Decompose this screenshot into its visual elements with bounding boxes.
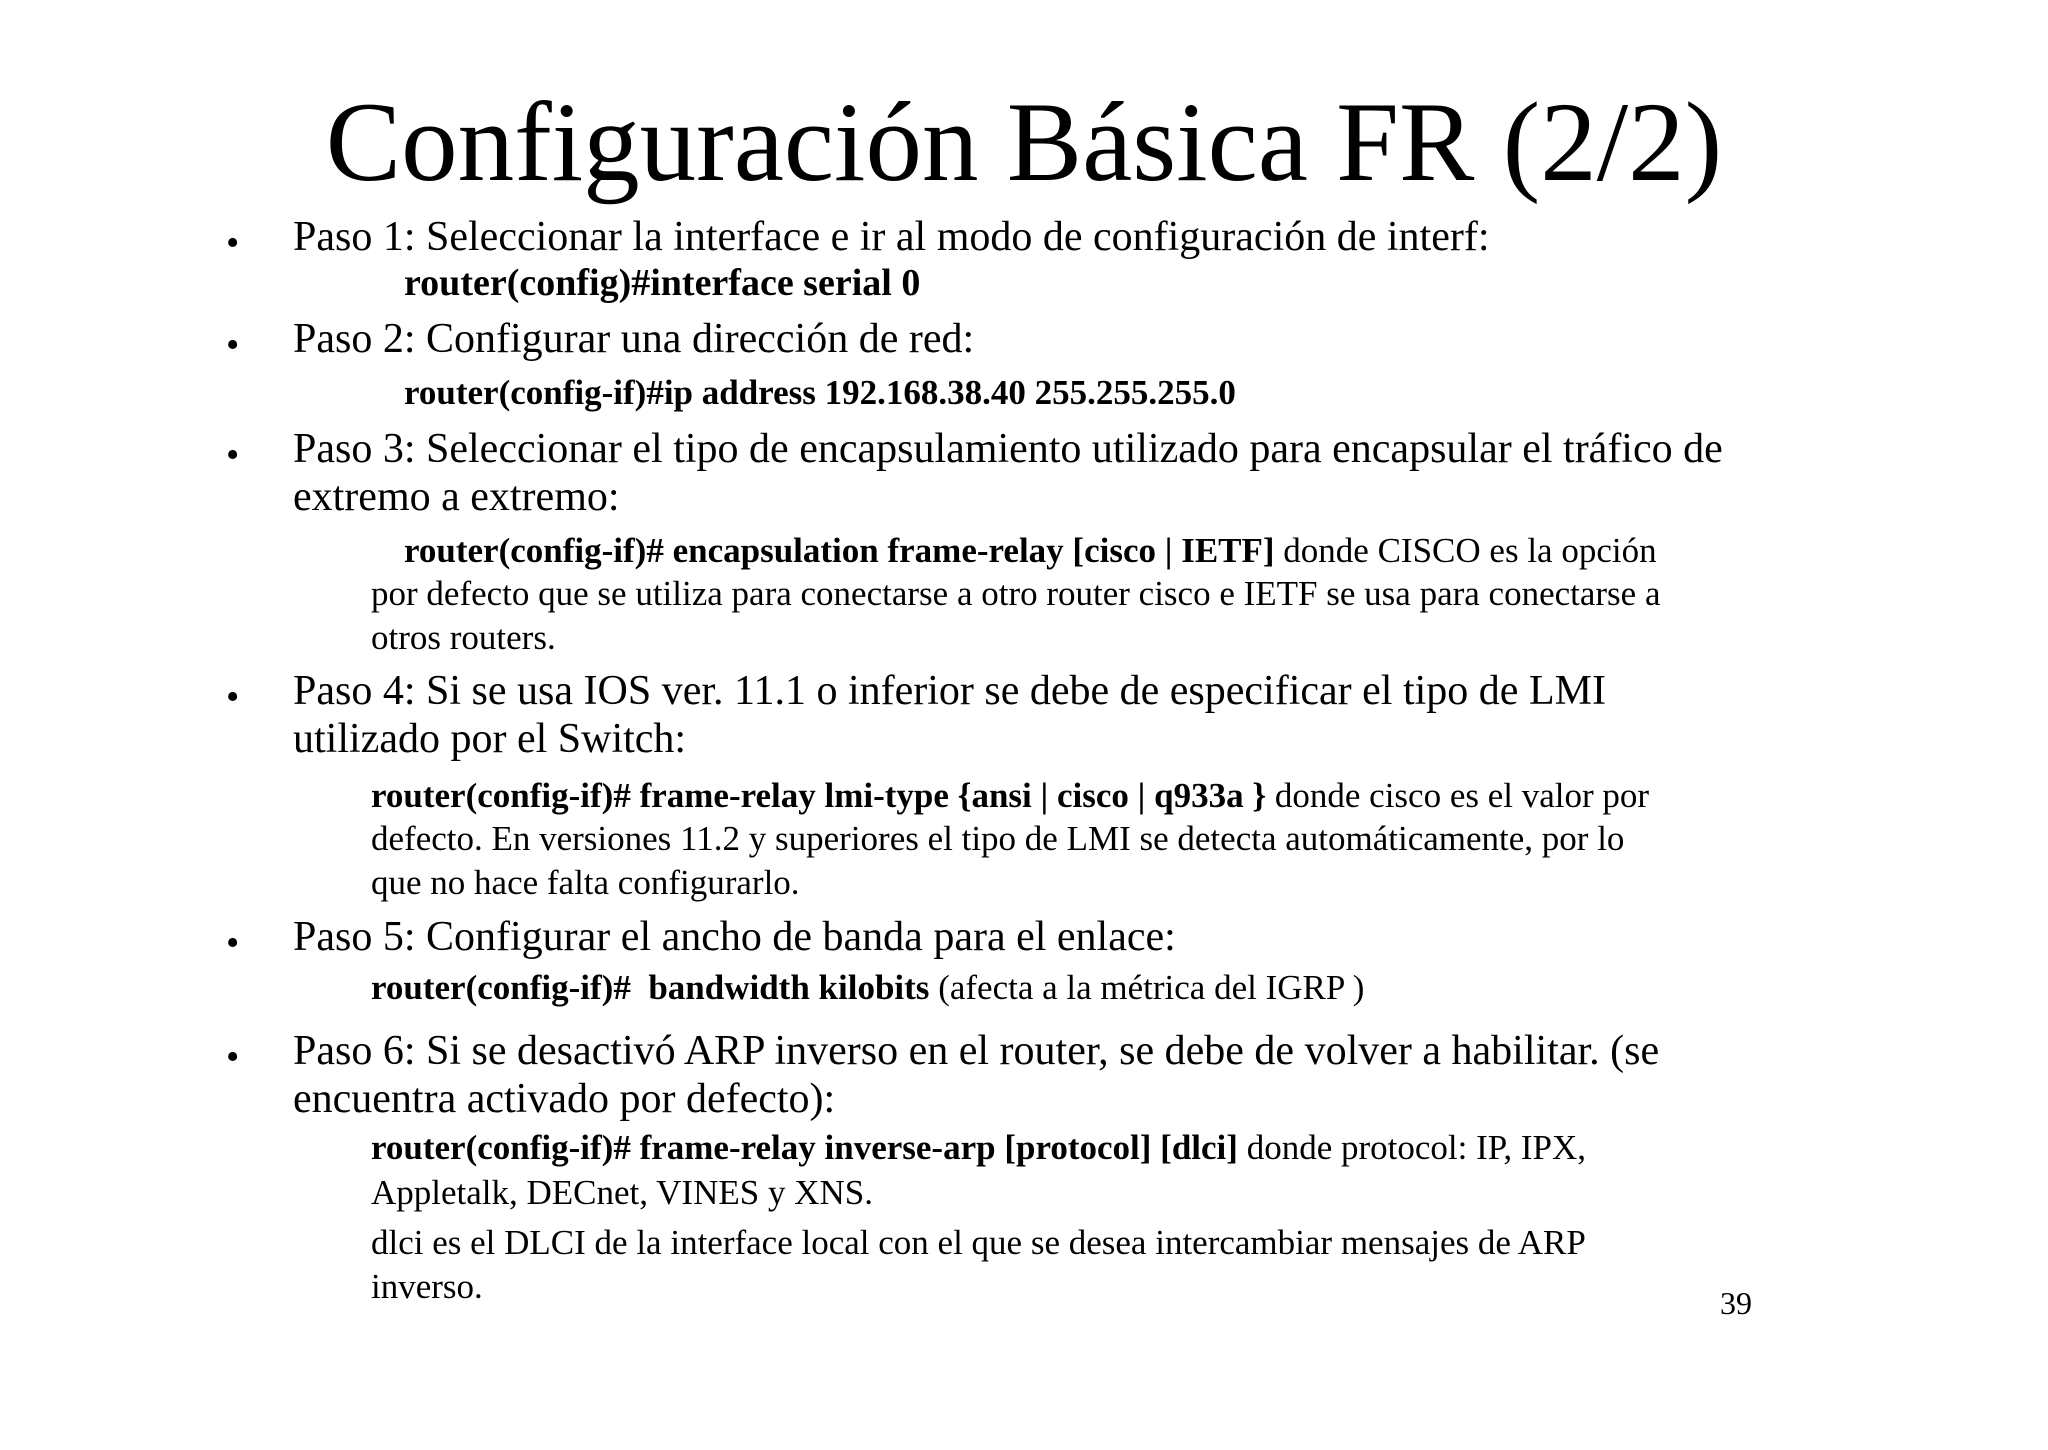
step-5-text: Paso 5: Configurar el ancho de banda para el enlace: [293,914,1176,960]
step-1-command: router(config)#interface serial 0 [404,262,921,304]
bullet: • [226,324,240,366]
step-5-description: (afecta a la métrica del IGRP ) [929,968,1365,1007]
step-3-description-line-2: por defecto que se utiliza para conectarse a otro router cisco e IETF se usa para conectarse a [371,574,1661,613]
step-4-description-line-3: que no hace falta configurarlo. [371,863,800,902]
step-4-description-line-2: defecto. En versiones 11.2 y superiores el tipo de LMI se detecta automáticamente, por lo [371,819,1625,858]
step-6-note-line-1: dlci es el DLCI de la interface local con el que se desea intercambiar mensajes de ARP [371,1223,1586,1262]
bullet: • [226,1036,240,1078]
step-4-text-line-2: utilizado por el Switch: [293,716,687,762]
step-3-description-line-3: otros routers. [371,618,556,657]
step-2-text: Paso 2: Configurar una dirección de red: [293,316,975,362]
step-3-command-line [404,529,1657,573]
step-5-command-line [371,966,1364,1010]
step-2-command: router(config-if)#ip address 192.168.38.40 255.255.255.0 [404,373,1236,412]
step-2-command-line [404,371,1236,415]
step-6-description: donde protocol: IP, IPX, [1237,1128,1586,1167]
step-1-command-line [404,261,920,306]
step-6-note-line-2: inverso. [371,1267,483,1306]
step-4-text-line-1: Paso 4: Si se usa IOS ver. 11.1 o inferior se debe de especificar el tipo de LMI [293,668,1606,714]
bullet: • [226,676,240,718]
step-3-description: donde CISCO es la opción [1274,531,1657,570]
bullet: • [226,922,240,964]
step-6-description-line-2: Appletalk, DECnet, VINES y XNS. [371,1173,873,1212]
step-3-command: router(config-if)# encapsulation frame-relay [cisco | IETF] [404,531,1275,570]
slide-title: Configuración Básica FR (2/2) [325,80,1723,205]
step-6-command: router(config-if)# frame-relay inverse-arp [protocol] [dlci] [371,1128,1238,1167]
step-1-text: Paso 1: Seleccionar la interface e ir al modo de configuración de interf: [293,214,1490,260]
step-5-command: router(config-if)# bandwidth kilobits [371,968,930,1007]
page-number: 39 [1720,1285,1752,1321]
step-4-command-line [371,774,1649,818]
step-4-description: donde cisco es el valor por [1266,776,1650,815]
step-6-command-line [371,1126,1586,1170]
step-6-text-line-1: Paso 6: Si se desactivó ARP inverso en el router, se debe de volver a habilitar. (se [293,1028,1660,1074]
step-3-text-line-1: Paso 3: Seleccionar el tipo de encapsulamiento utilizado para encapsular el tráfico de [293,426,1723,472]
bullet: • [226,222,240,264]
bullet: • [226,434,240,476]
step-6-text-line-2: encuentra activado por defecto): [293,1076,836,1122]
step-4-command: router(config-if)# frame-relay lmi-type {ansi | cisco | q933a } [371,776,1267,815]
step-3-text-line-2: extremo a extremo: [293,474,620,520]
